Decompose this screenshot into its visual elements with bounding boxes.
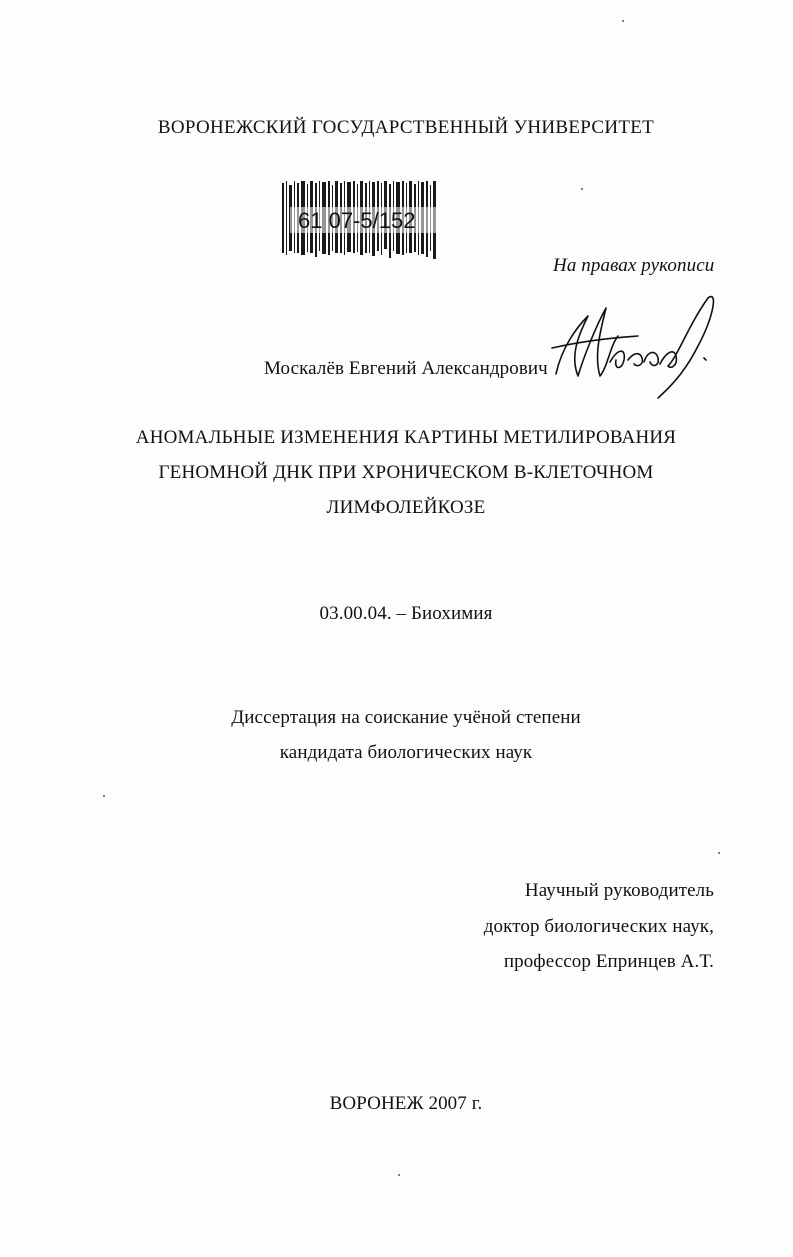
- manuscript-note: На правах рукописи: [553, 255, 715, 276]
- scan-speck: [103, 795, 105, 797]
- thesis-title-line-2: ГЕНОМНОЙ ДНК ПРИ ХРОНИЧЕСКОМ В-КЛЕТОЧНОМ: [158, 462, 654, 483]
- scan-speck: [622, 20, 624, 22]
- library-barcode-stamp: [270, 181, 446, 259]
- thesis-title-line-3: ЛИМФОЛЕЙКОЗЕ: [326, 497, 486, 518]
- dissertation-degree-line-1: Диссертация на соискание учёной степени: [231, 707, 581, 728]
- specialty-code: 03.00.04. – Биохимия: [319, 603, 493, 624]
- handwritten-signature: [548, 286, 718, 400]
- author-name: Москалёв Евгений Александрович: [264, 358, 548, 379]
- supervisor-degree: доктор биологических наук,: [483, 916, 714, 937]
- scan-speck: [398, 1174, 400, 1176]
- supervisor-name: профессор Епринцев А.Т.: [503, 951, 714, 972]
- city-year: ВОРОНЕЖ 2007 г.: [329, 1093, 483, 1114]
- supervisor-label: Научный руководитель: [524, 880, 714, 901]
- dissertation-degree-line-2: кандидата биологических наук: [279, 742, 533, 763]
- scan-speck: [718, 852, 720, 854]
- scan-speck: [581, 188, 583, 190]
- thesis-title-line-1: АНОМАЛЬНЫЕ ИЗМЕНЕНИЯ КАРТИНЫ МЕТИЛИРОВАНИЯ: [135, 427, 677, 448]
- barcode-number: 61 07-5/152: [298, 208, 416, 233]
- university-name: ВОРОНЕЖСКИЙ ГОСУДАРСТВЕННЫЙ УНИВЕРСИТЕТ: [157, 117, 655, 138]
